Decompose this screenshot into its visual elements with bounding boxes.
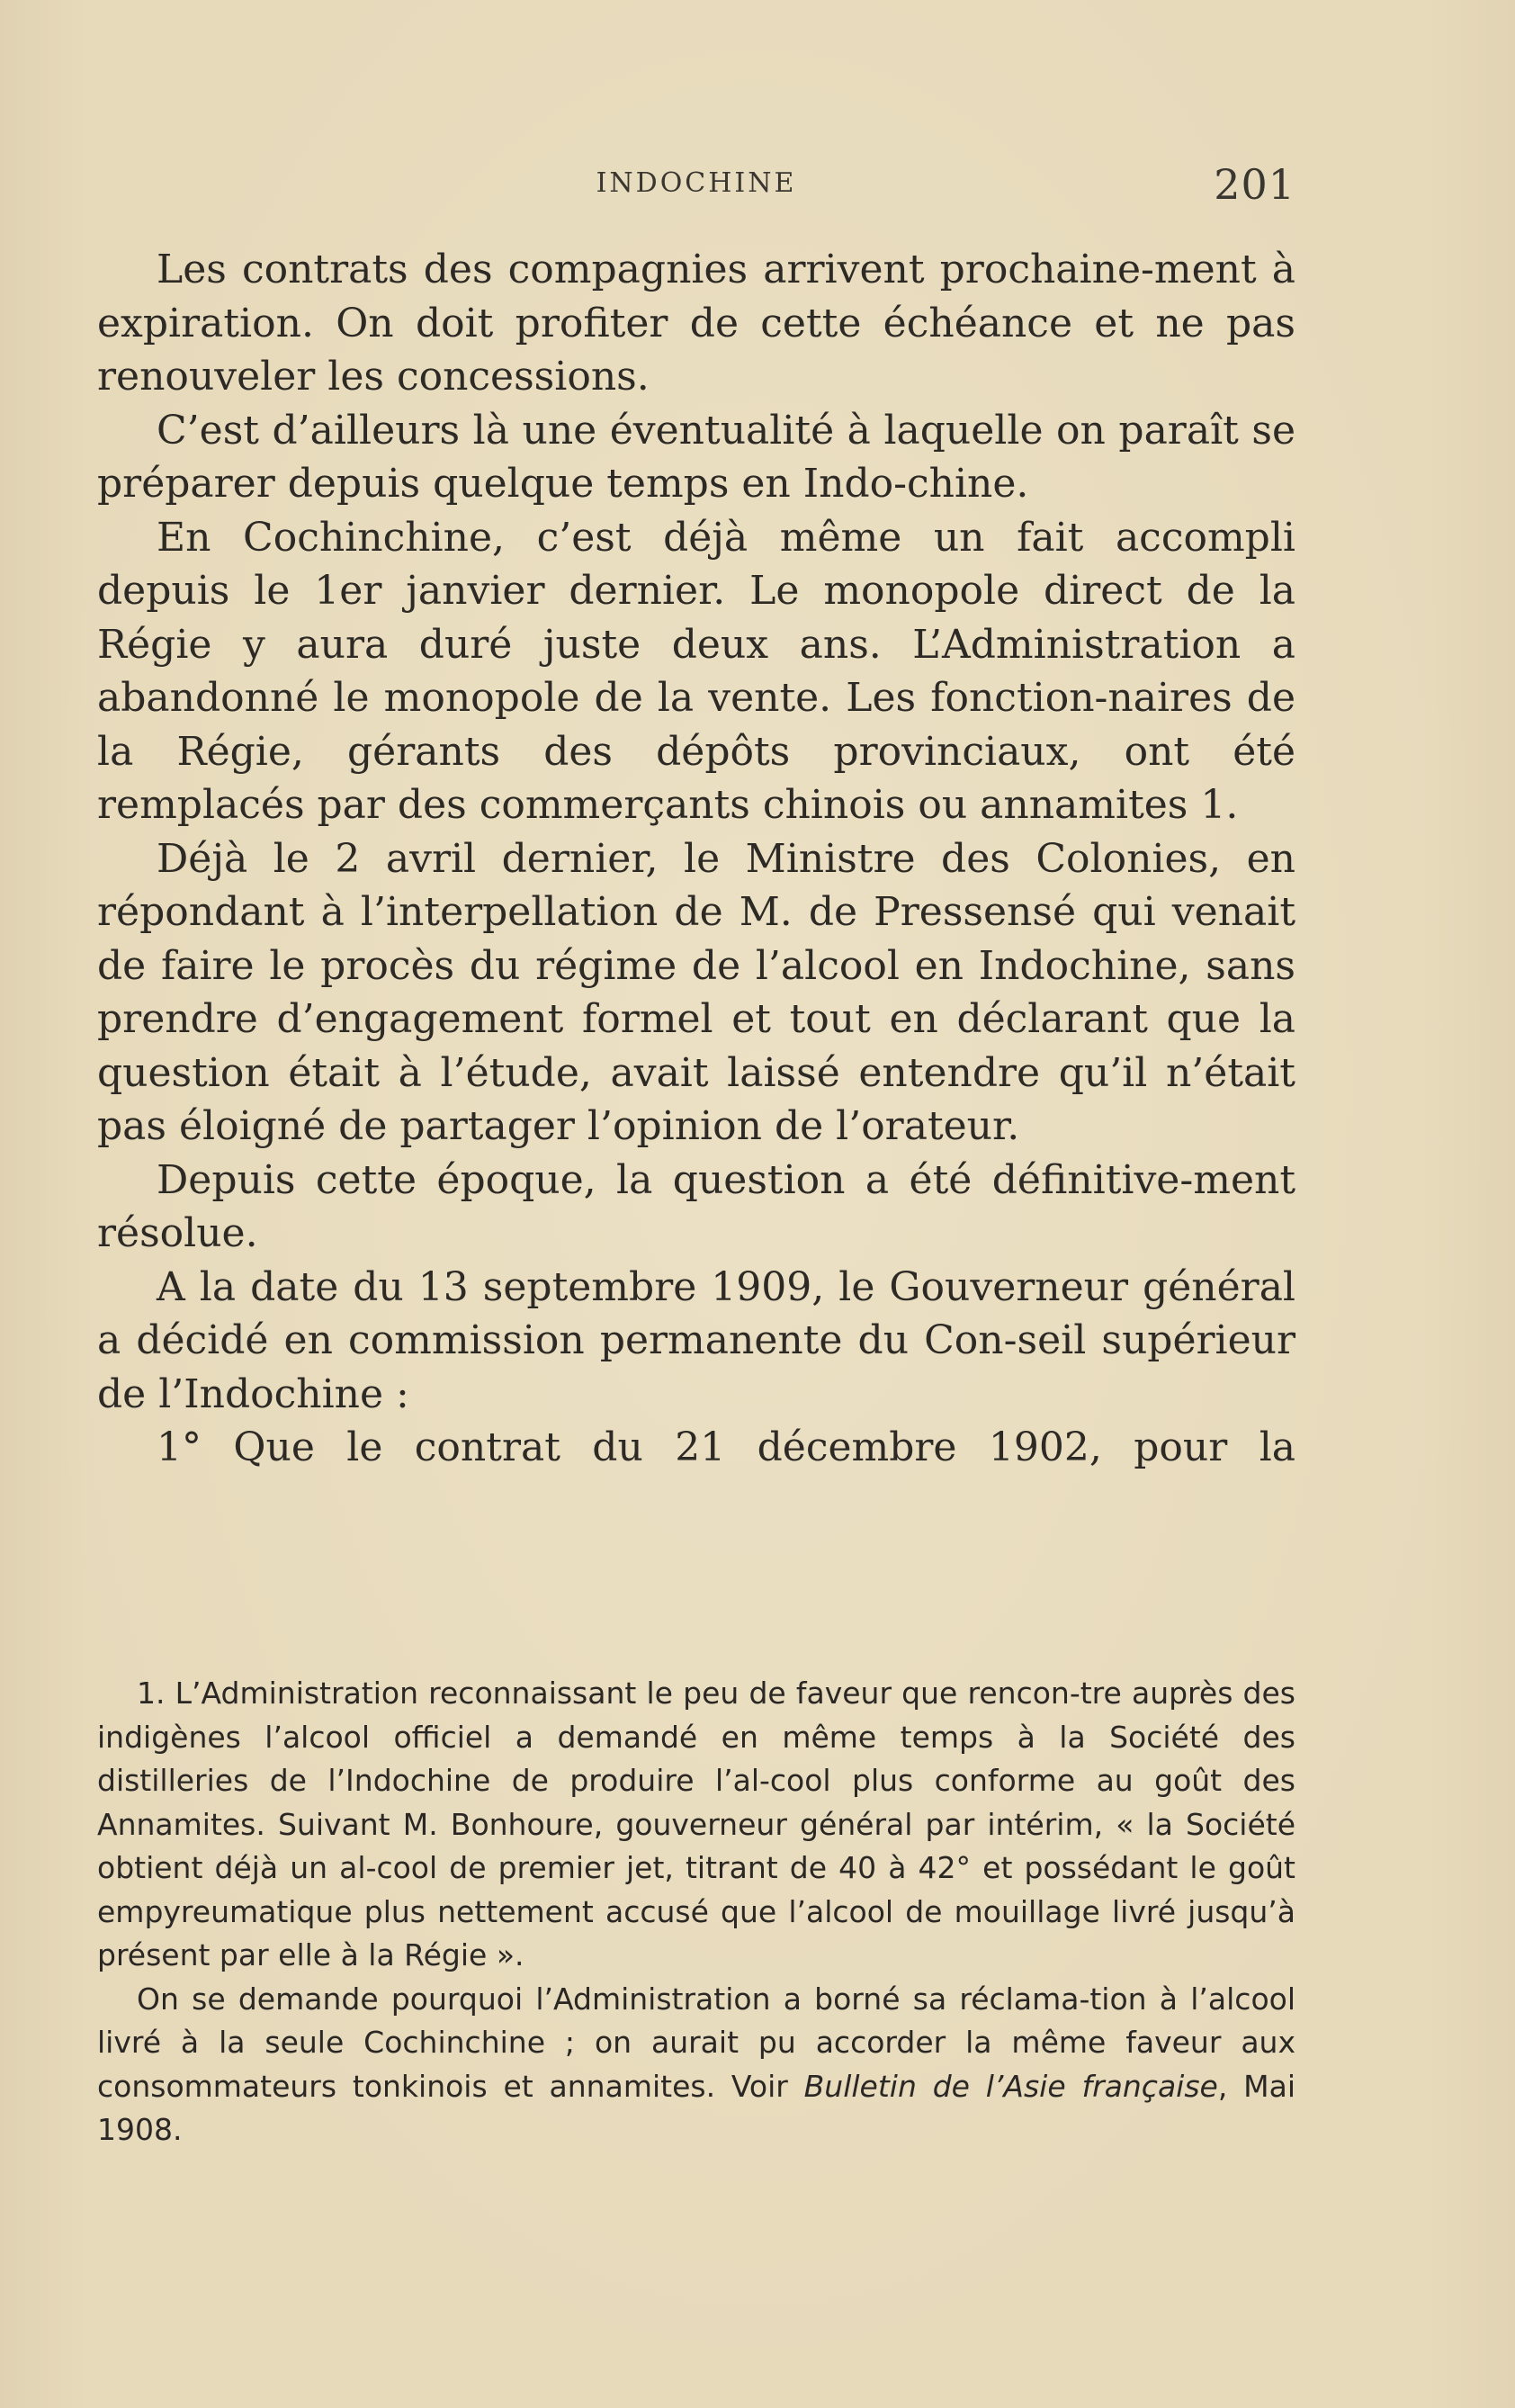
footnote-1: 1. L’Administration reconnaissant le peu de faveur que rencon-tre auprès des indigènes l’alcool officiel a demandé en même temps à la Société des distilleries de l’Indochine de produire l’al-cool plus conforme au goût des Annamites. Suivant M. Bonhoure, gouverneur général par intérim, « la Société obtient déjà un al-cool de premier jet, titrant de 40 à 42° et possédant le goût empyreumatique plus nettement accusé que l’alcool de mouillage livré jusqu’à présent par elle à la Régie ». bbox=[97, 1676, 1295, 1972]
running-title: INDOCHINE bbox=[596, 167, 797, 199]
paragraph-contracts: Les contrats des compagnies arrivent prochaine-ment à expiration. On doit profiter de cette échéance et ne pas renouveler les concessions. bbox=[97, 247, 1295, 400]
footnote-1-continuation bbox=[97, 1978, 1295, 2152]
page-header bbox=[97, 160, 1295, 211]
main-text bbox=[97, 243, 1295, 1475]
paragraph-first-point: 1° Que le contrat du 21 décembre 1902, pour la bbox=[157, 1424, 1295, 1470]
paragraph-cochinchina: En Cochinchine, c’est déjà même un fait accompli depuis le 1er janvier dernier. Le monopole direct de la Régie y aura duré juste deux ans. L’Administration a abandonné le monopole de la vente. Les fonction-naires de la Régie, gérants des dépôts provinciaux, ont été remplacés par des commerçants chinois ou annamites 1. bbox=[97, 514, 1295, 828]
footnote-1-text: On se demande pourquoi l’Administration a borné sa réclama-tion à l’alcool livré à la seule Cochinchine ; on aurait pu accorder la même faveur aux consommateurs tonkinois et annamites. Voir bbox=[97, 1981, 1295, 2104]
footnotes bbox=[97, 1672, 1295, 2152]
paragraph-resolved: Depuis cette époque, la question a été définitive-ment résolue. bbox=[97, 1156, 1295, 1256]
paragraph-minister: Déjà le 2 avril dernier, le Ministre des Colonies, en répondant à l’interpellation de M. de Pressensé qui venait de faire le procès du régime de l’alcool en Indochine, sans prendre d’engagement formel et tout en déclarant que la question était à l’étude, avait laissé entendre qu’il n’était pas éloigné de partager l’opinion de l’orateur. bbox=[97, 835, 1295, 1149]
footnote-citation: Bulletin de l’Asie française bbox=[803, 2068, 1218, 2104]
paragraph-eventuality: C’est d’ailleurs là une éventualité à laquelle on paraît se préparer depuis quelque temps en Indo-chine. bbox=[97, 407, 1295, 507]
paragraph-decision-date: A la date du 13 septembre 1909, le Gouverneur général a décidé en commission permanente du Con-seil supérieur de l’Indochine : bbox=[97, 1263, 1295, 1417]
footnote-date: , Mai 1908. bbox=[97, 2068, 1295, 2147]
page-number: 201 bbox=[1214, 160, 1295, 209]
